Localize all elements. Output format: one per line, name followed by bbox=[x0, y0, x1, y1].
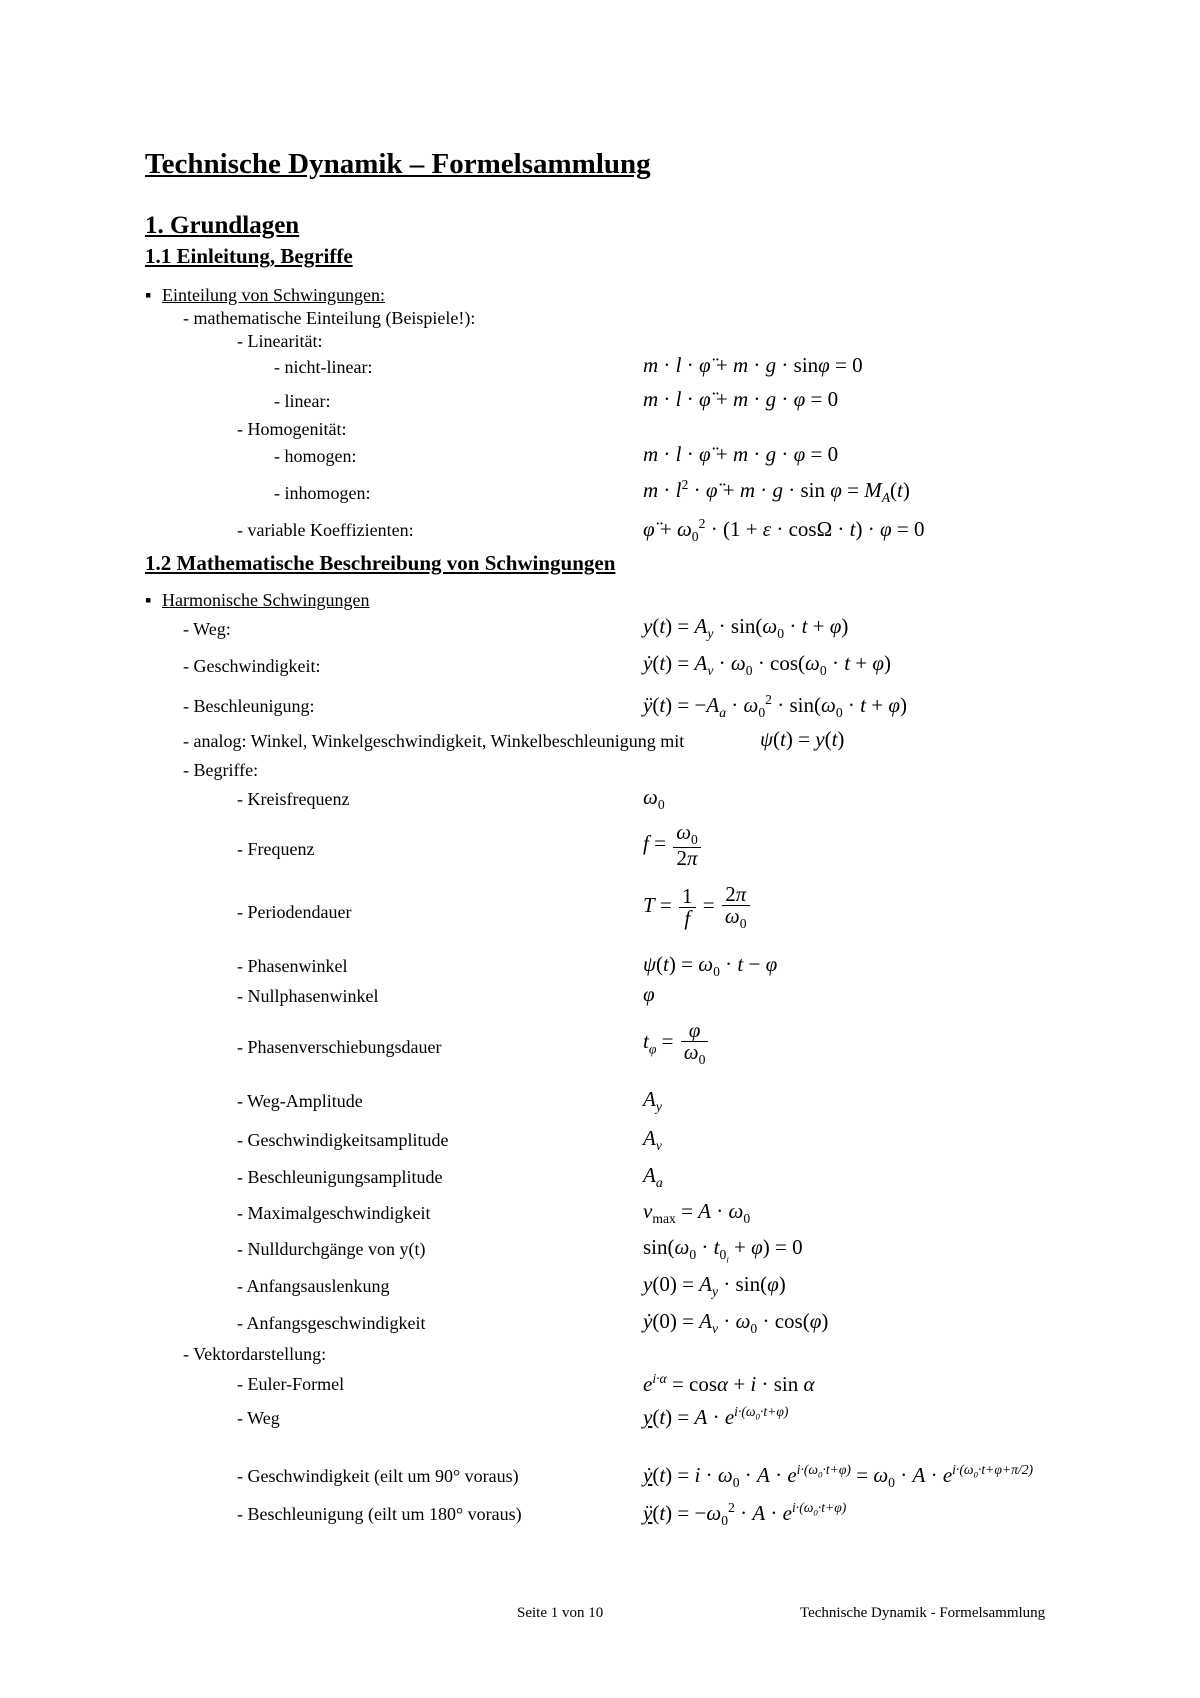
formula-anfangsgeschwindigkeit: ẏ(0) = $A_v \cdot \omega_0 \cdot \cos(\varphi)$ bbox=[643, 1309, 829, 1337]
list-item: - Beschleunigungsamplitude bbox=[237, 1167, 443, 1187]
list-item: - Linearität: bbox=[237, 331, 323, 351]
list-item: - nicht-linear: bbox=[274, 357, 373, 377]
section-heading-1: 1. Grundlagen bbox=[145, 212, 300, 239]
list-item: - linear: bbox=[274, 391, 331, 411]
section-heading-1-1: 1.1 Einleitung, Begriffe bbox=[145, 244, 353, 268]
list-item: - Anfangsgeschwindigkeit bbox=[237, 1313, 426, 1333]
formula-weg-amplitude: $A_y$ bbox=[643, 1087, 662, 1115]
formula-geschw-amplitude: $A_v$ bbox=[643, 1126, 662, 1154]
formula-linear: m · l · φ̈ + m · g · φ = 0 bbox=[643, 387, 839, 411]
formula-euler: $e^{i\cdot\alpha} = \cos\alpha + i \cdot \sin \alpha$ bbox=[643, 1371, 815, 1396]
list-item: - mathematische Einteilung (Beispiele!): bbox=[183, 308, 476, 328]
list-item: - Nulldurchgänge von y(t) bbox=[237, 1239, 426, 1259]
list-item: - Beschleunigung (eilt um 180° voraus) bbox=[237, 1504, 522, 1524]
list-item: - Vektordarstellung: bbox=[183, 1344, 327, 1364]
formula-analog: ψ(t) = y(t) bbox=[760, 727, 845, 751]
list-item: - Phasenwinkel bbox=[237, 956, 348, 976]
list-item: - homogen: bbox=[274, 446, 357, 466]
list-item: - Nullphasenwinkel bbox=[237, 986, 379, 1006]
formula-vektor-geschwindigkeit: ẏ(t) = $i \cdot \omega_0 \cdot A \cdot e^{i\cdot(\omega_0\cdot t+\varphi)} = \omega_0 \cdot A \cdot e^{i\cdot(\omega_0\cdot t+\varphi+\pi/2)}$ bbox=[643, 1462, 1034, 1491]
list-item: - Geschwindigkeit: bbox=[183, 656, 321, 676]
bullet-marker: ▪ bbox=[145, 590, 152, 610]
list-item: - Kreisfrequenz bbox=[237, 789, 350, 809]
formula-anfangsauslenkung: $y(0) = A_y \cdot \sin(\varphi)$ bbox=[643, 1272, 786, 1300]
formula-beschleunigung: ÿ(t) = $-A_a \cdot \omega_0^2 \cdot \sin(\omega_0 \cdot t + \varphi)$ bbox=[643, 692, 907, 721]
bullet-einteilung: Einteilung von Schwingungen: bbox=[162, 285, 385, 305]
list-item: - Periodendauer bbox=[237, 902, 352, 922]
section-heading-1-2: 1.2 Mathematische Beschreibung von Schwingungen bbox=[145, 551, 616, 575]
bullet-harmonisch: Harmonische Schwingungen bbox=[162, 590, 370, 610]
list-item: - variable Koeffizienten: bbox=[237, 520, 414, 540]
list-item: - analog: Winkel, Winkelgeschwindigkeit, Winkelbeschleunigung mit bbox=[183, 731, 685, 751]
list-item: - Weg-Amplitude bbox=[237, 1091, 363, 1111]
list-item: - Maximalgeschwindigkeit bbox=[237, 1203, 431, 1223]
formula-inhomogen: $m \cdot l^2$ · φ̈ + $m \cdot g \cdot \sin \varphi = M_A(t)$ bbox=[643, 477, 910, 506]
list-item: - Geschwindigkeit (eilt um 90° voraus) bbox=[237, 1466, 519, 1486]
formula-vmax: $v_{max} = A \cdot \omega_0$ bbox=[643, 1199, 751, 1227]
list-item: - Phasenverschiebungsdauer bbox=[237, 1037, 442, 1057]
formula-vektor-weg: $y(t) = A \cdot e^{i\cdot(\omega_0\cdot t+\varphi)}$ bbox=[643, 1404, 789, 1429]
list-item: - Weg: bbox=[183, 619, 231, 639]
list-item: - Homogenität: bbox=[237, 419, 347, 439]
formula-phasenwinkel: $\psi(t) = \omega_0 \cdot t - \varphi$ bbox=[643, 952, 778, 980]
formula-variable: φ̈ + $\omega_0^2 \cdot (1 + \varepsilon \cdot \cos\Omega \cdot t) \cdot \varphi = 0$ bbox=[643, 516, 925, 545]
formula-homogen: m · l · φ̈ + m · g · φ = 0 bbox=[643, 442, 839, 466]
formula-phasenverschiebung: $t_\varphi$ = $\frac{\varphi}{\omega_0}$ bbox=[643, 1020, 710, 1067]
footer-document-title: Technische Dynamik - Formelsammlung bbox=[800, 1605, 1046, 1621]
document-title: Technische Dynamik – Formelsammlung bbox=[145, 148, 651, 180]
formula-nulldurchgaenge: $\sin(\omega_0 \cdot t_{0_i} + \varphi) = 0$ bbox=[643, 1235, 803, 1265]
list-item: - Begriffe: bbox=[183, 760, 259, 780]
formula-nonlinear: m · l · φ̈ + m · g · sinφ = 0 bbox=[643, 353, 863, 377]
list-item: - Geschwindigkeitsamplitude bbox=[237, 1130, 449, 1150]
list-item: - Frequenz bbox=[237, 839, 315, 859]
list-item: - Euler-Formel bbox=[237, 1374, 345, 1394]
list-item: - Weg bbox=[237, 1408, 280, 1428]
formula-periodendauer: T = $\frac{1}{f}$ = $\frac{2\pi}{\omega_0}$ bbox=[643, 884, 752, 931]
formula-kreisfrequenz: $\omega_0$ bbox=[643, 785, 665, 813]
formula-weg: $y(t) = A_y \cdot \sin(\omega_0 \cdot t + \varphi)$ bbox=[643, 614, 849, 642]
formula-vektor-beschleunigung: ÿ(t) = $-\omega_0^2 \cdot A \cdot e^{i\cdot(\omega_0\cdot t+\varphi)}$ bbox=[643, 1500, 847, 1529]
list-item: - Anfangsauslenkung bbox=[237, 1276, 390, 1296]
formula-beschl-amplitude: $A_a$ bbox=[643, 1163, 663, 1191]
formula-frequenz: f = $\frac{\omega_0}{2\pi}$ bbox=[643, 822, 703, 869]
bullet-marker: ▪ bbox=[145, 285, 152, 305]
formula-nullphasenwinkel: φ bbox=[643, 982, 655, 1006]
list-item: - inhomogen: bbox=[274, 483, 371, 503]
footer-page-number: Seite 1 von 10 bbox=[517, 1605, 604, 1621]
list-item: - Beschleunigung: bbox=[183, 696, 315, 716]
formula-geschwindigkeit: ẏ(t) = $A_v \cdot \omega_0 \cdot \cos(\omega_0 \cdot t + \varphi)$ bbox=[643, 651, 892, 679]
